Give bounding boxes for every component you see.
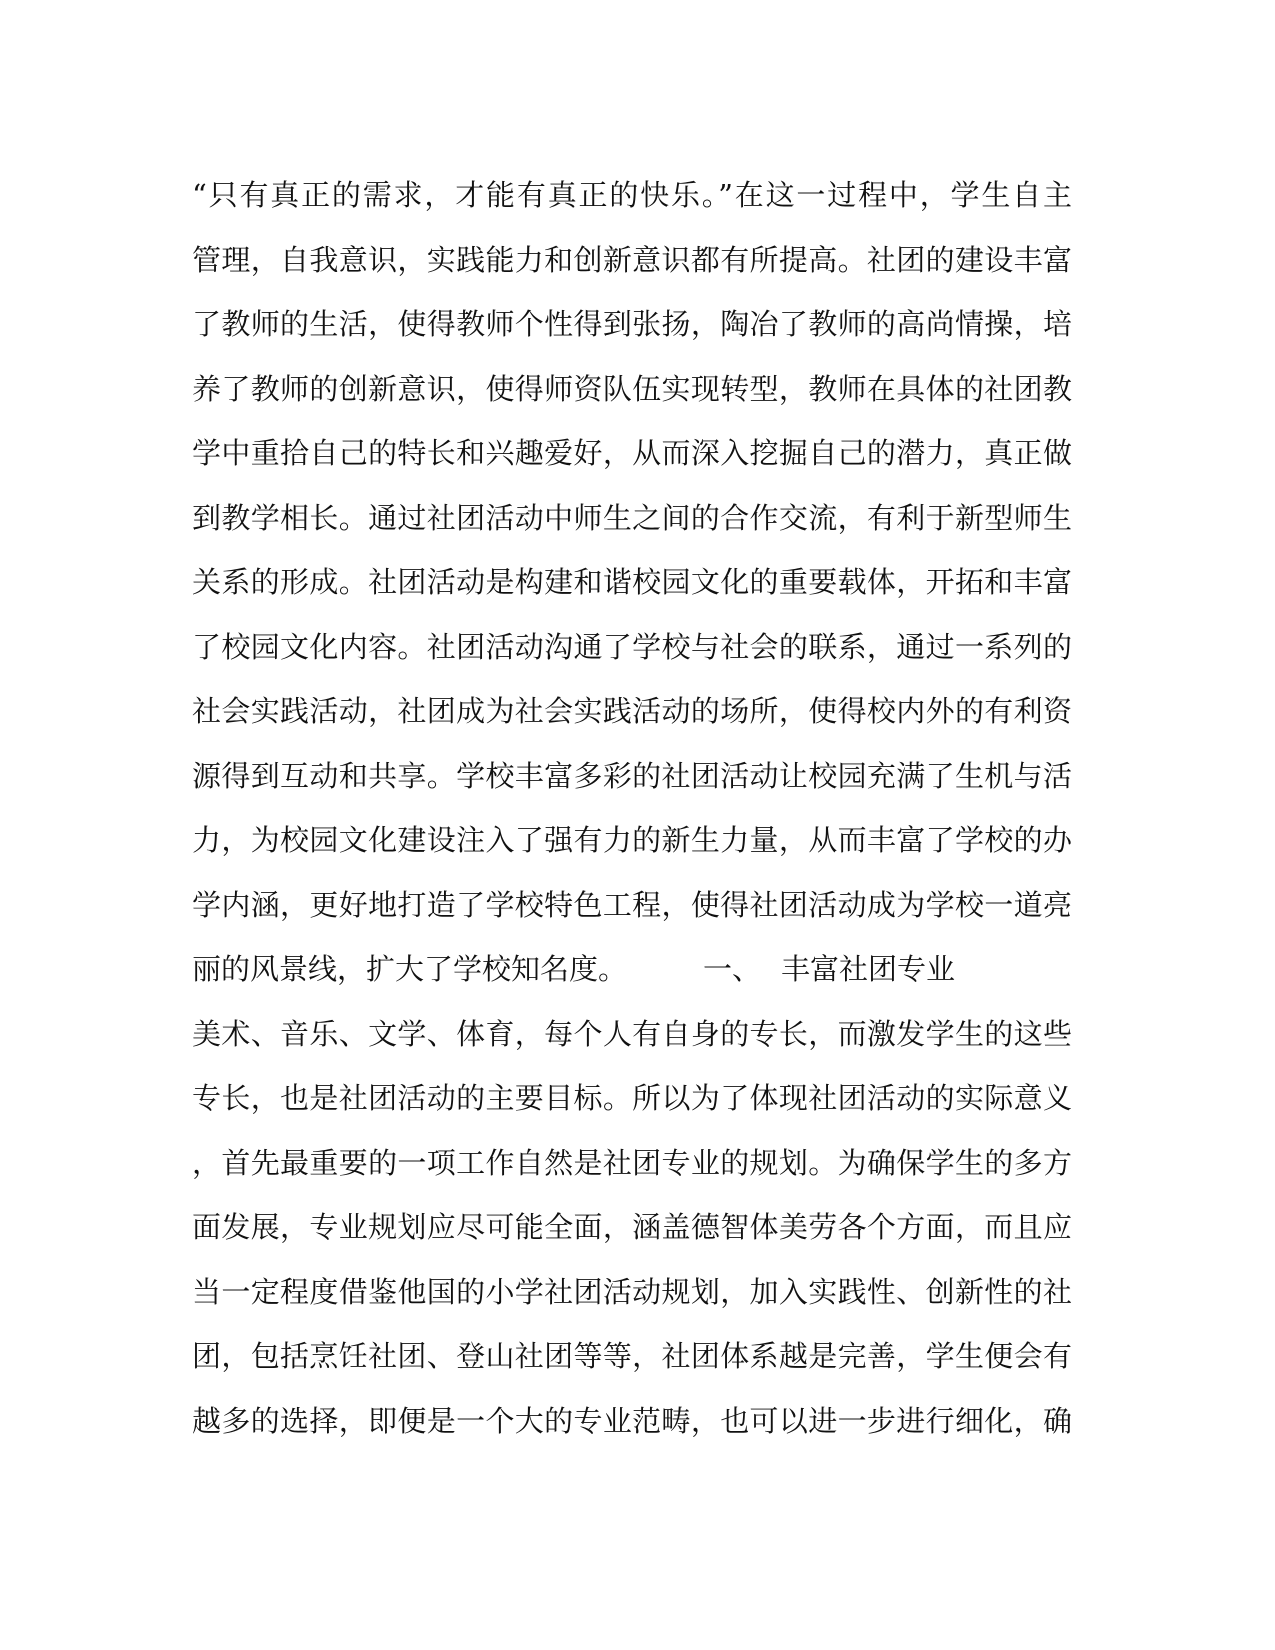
text-line: 社会实践活动，社团成为社会实践活动的场所，使得校内外的有利资	[192, 694, 1072, 728]
text-line: 了校园文化内容。社团活动沟通了学校与社会的联系，通过一系列的	[192, 629, 1072, 664]
text-line: 养了教师的创新意识，使得师资队伍实现转型，教师在具体的社团教	[192, 371, 1072, 406]
text-line: 美术、音乐、文学、体育，每个人有自身的专长，而激发学生的这些	[192, 1016, 1072, 1051]
text-line: 丽的风景线，扩大了学校知名度。	[192, 952, 628, 986]
text-line: 团，包括烹饪社团、登山社团等等，社团体系越是完善，学生便会有	[192, 1339, 1072, 1373]
body-text	[192, 163, 1072, 1453]
text-line: 力，为校园文化建设注入了强有力的新生力量，从而丰富了学校的办	[192, 823, 1072, 857]
text-line: 了教师的生活，使得教师个性得到张扬，陶冶了教师的高尚情操，培	[192, 307, 1072, 341]
text-line: ，首先最重要的一项工作自然是社团专业的规划。为确保学生的多方	[192, 1145, 1072, 1180]
text-line: 当一定程度借鉴他国的小学社团活动规划，加入实践性、创新性的社	[192, 1274, 1072, 1309]
section-heading-line	[192, 937, 1072, 1002]
text-line: 源得到互动和共享。学校丰富多彩的社团活动让校园充满了生机与活	[192, 758, 1072, 793]
text-line: “只有真正的需求，才能有真正的快乐。”在这一过程中，学生自主	[192, 178, 1072, 212]
text-line: 学内涵，更好地打造了学校特色工程，使得社团活动成为学校一道亮	[192, 887, 1072, 922]
text-line: 关系的形成。社团活动是构建和谐校园文化的重要载体，开拓和丰富	[192, 565, 1072, 599]
text-line: 学中重拾自己的特长和兴趣爱好，从而深入挖掘自己的潜力，真正做	[192, 436, 1072, 470]
text-line: 越多的选择，即便是一个大的专业范畴，也可以进一步进行细化，确	[192, 1403, 1072, 1438]
text-line: 到教学相长。通过社团活动中师生之间的合作交流，有利于新型师生	[192, 500, 1072, 535]
text-line: 面发展，专业规划应尽可能全面，涵盖德智体美劳各个方面，而且应	[192, 1210, 1072, 1244]
text-line: 管理，自我意识，实践能力和创新意识都有所提高。社团的建设丰富	[192, 242, 1072, 277]
section-number: 一、	[703, 952, 762, 986]
text-line: 专长，也是社团活动的主要目标。所以为了体现社团活动的实际意义	[192, 1081, 1072, 1115]
section-title: 丰富社团专业	[781, 952, 956, 986]
